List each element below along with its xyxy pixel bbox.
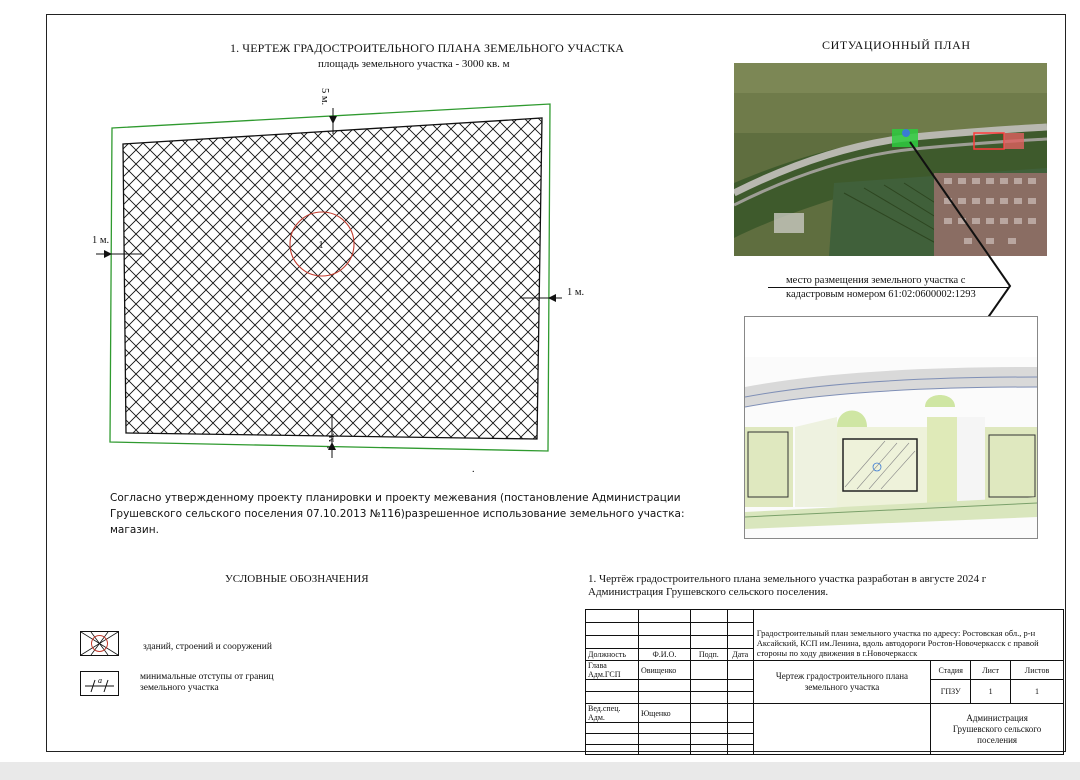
stamp-header-position: Должность [586, 649, 639, 661]
legend-item-setbacks-line1: минимальные отступы от границ [140, 672, 274, 682]
legend-building-icon [80, 631, 119, 656]
frame-top [46, 14, 1066, 15]
stamp-cell [586, 692, 639, 704]
situational-plan-title: СИТУАЦИОННЫЙ ПЛАН [822, 38, 971, 52]
stamp-header-signature: Подп. [690, 649, 727, 661]
stamp-cell [638, 680, 690, 692]
stamp-cell [586, 680, 639, 692]
usage-note: Согласно утвержденному проекту планировки и проекту межевания (постановление Администрации Грушевского сельского поселения 07.10.2013 №116)разрешенное использование земельного участка: магазин. [110, 492, 685, 536]
development-note: 1. Чертёж градостроительного плана земельного участка разработан в августе 2024 г Администрация Грушевского сельского поселения. [588, 573, 987, 598]
title-block [585, 609, 1064, 755]
dim-bottom-label: 1 м. [326, 432, 337, 450]
stamp-cell [690, 723, 727, 734]
stamp-cell [586, 636, 639, 649]
stamp-cell [727, 636, 753, 649]
stamp-cell [727, 661, 753, 680]
stamp-cell [638, 692, 690, 704]
stamp-cell [690, 610, 727, 623]
stamp-cell [727, 745, 753, 755]
stamp-cell [753, 704, 930, 755]
stamp-sheet-label: Лист [971, 661, 1011, 680]
stamp-sheet-value: 1 [971, 680, 1011, 704]
building-mark: 1 [318, 240, 324, 251]
building-zone-hatch [123, 118, 542, 439]
stamp-cell [690, 661, 727, 680]
stamp-org: Администрация Грушевского сельского поселения [931, 704, 1064, 755]
stamp-cell [690, 734, 727, 745]
stamp-stage-value: ГПЗУ [931, 680, 971, 704]
legend-setback-icon [80, 671, 119, 696]
frame-left [46, 14, 47, 752]
stamp-cell [638, 734, 690, 745]
frame-right [1065, 14, 1066, 752]
dim-left-label: 1 м. [92, 235, 110, 246]
stamp-cell [690, 623, 727, 636]
stamp-cell [727, 734, 753, 745]
stamp-header-fio: Ф.И.О. [638, 649, 690, 661]
stamp-cell [727, 610, 753, 623]
drawing-subtitle: площадь земельного участка - 3000 кв. м [318, 58, 510, 70]
stamp-cell [586, 623, 639, 636]
stamp-cell [690, 692, 727, 704]
layout-plan-map [744, 316, 1038, 539]
stray-dot: . [472, 464, 475, 475]
stamp-cell [638, 723, 690, 734]
viewer-bottom-strip [0, 762, 1080, 780]
stamp-cell [690, 680, 727, 692]
stamp-cell [727, 623, 753, 636]
stamp-cell [690, 745, 727, 755]
stamp-cell [638, 610, 690, 623]
stamp-cell [638, 623, 690, 636]
dim-top-label: 5 м. [319, 88, 330, 106]
stamp-doc-title: Чертеж градостроительного плана земельного участка [753, 661, 930, 704]
stamp-address: Градостроительный план земельного участка по адресу: Ростовская обл., р-н Аксайский, КСП им.Ленина, вдоль автодороги Ростов-Новочеркасск с правой стороны по ходу движения в г.Новочеркасск [753, 610, 1063, 661]
stamp-cell [727, 680, 753, 692]
stamp-sheets-label: Листов [1011, 661, 1064, 680]
dim-top-arrow [329, 116, 337, 124]
legend-item-setbacks-line2: земельного участка [140, 683, 219, 693]
stamp-cell [586, 723, 639, 734]
drawing-title: 1. ЧЕРТЕЖ ГРАДОСТРОИТЕЛЬНОГО ПЛАНА ЗЕМЕЛЬНОГО УЧАСТКА [230, 41, 625, 55]
stamp-row2-name: Ющенко [638, 704, 690, 723]
stamp-cell [638, 745, 690, 755]
stamp-cell [690, 636, 727, 649]
stamp-row1-name: Овищенко [638, 661, 690, 680]
legend-title: УСЛОВНЫЕ ОБОЗНАЧЕНИЯ [225, 573, 369, 585]
stamp-cell [586, 745, 639, 755]
stamp-stage-label: Стадия [931, 661, 971, 680]
stamp-cell [727, 723, 753, 734]
stamp-cell [638, 636, 690, 649]
legend-item-buildings: зданий, строений и сооружений [143, 642, 272, 652]
stamp-cell [690, 704, 727, 723]
parcel-drawing [80, 80, 600, 480]
location-label-line1: место размещения земельного участка с [786, 275, 966, 286]
location-label-line2: кадастровым номером 61:02:0600002:1293 [786, 289, 976, 300]
stamp-row1-position: Глава Адм.ГСП [586, 661, 639, 680]
dim-right-label: 1 м. [567, 287, 585, 298]
stamp-sheets-value: 1 [1011, 680, 1064, 704]
stamp-cell [586, 734, 639, 745]
stamp-row2-position: Вед.спец. Адм. [586, 704, 639, 723]
legend-setback-symbol: a [98, 676, 102, 685]
stamp-cell [727, 692, 753, 704]
stamp-cell [586, 610, 639, 623]
layout-plan-image [745, 317, 1037, 538]
stamp-header-date: Дата [727, 649, 753, 661]
stamp-cell [727, 704, 753, 723]
